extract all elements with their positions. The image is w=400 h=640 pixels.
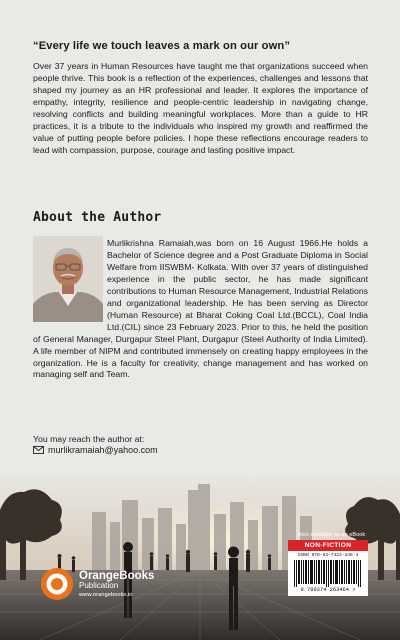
barcode-digits: 9 789374 263464 >	[300, 587, 356, 593]
isbn-barcode	[288, 551, 368, 596]
publisher-subtitle: Publication	[79, 580, 119, 590]
author-bio: Murlikrishna Ramaiah,was born on 16 August 1966.He holds a Bachelor of Science degree and a Post Graduate Diploma in Social Welfare from IISWBM- Kolkata. With over 37 years of distinguished experience in the public sector, he has made significant contributions to Human Resource Management, Industrial Relations and organizational leadership. He has been serving as Director (Human Resource) at Bharat Coking Coal Ltd.(BCCL), Coal India Ltd.(CIL) since 23 February 2023. Prior to this, he held the position of General Manager, Durgapur Steel Plant, Durgapur (Steel Authority of India Limited). A life member of NIPM and contributed immensely on creating happy employees in the organization. He is a faculty for creativity, change management and has worked on managing self and Team.	[33, 238, 368, 380]
genre-badge: NON-FICTION	[288, 540, 368, 551]
publisher-logo	[40, 564, 180, 604]
barcode-graphic	[294, 560, 362, 587]
orangebooks-emblem-icon	[40, 567, 74, 601]
contact-label: You may reach the author at:	[33, 434, 145, 444]
publisher-name: OrangeBooks	[79, 569, 155, 582]
ebook-note: Also available as an eBook	[298, 532, 366, 538]
book-blurb: Over 37 years in Human Resources have taught me that organizations succeed when people thrive. This book is a reflection of the experiences, challenges and lessons that shaped my journey as an HR professional and leader. It explores the importance of empathy, integrity, resilience and people-centric leadership in navigating change, resolving conflicts and building meaningful workplaces. More than a guide to HR practices, it is a tribute to the individuals who inspired my growth and reaffirmed the value of putting people before policies. I hope these reflections encourage readers to lead with compassion, purpose, courage and lasting positive impact.	[33, 61, 368, 156]
publisher-url[interactable]: www.orangebooks.in	[79, 592, 133, 599]
about-author-heading: About the Author	[33, 210, 162, 225]
author-email-row	[33, 445, 158, 455]
author-email[interactable]: murlikramaiah@yahoo.com	[48, 445, 158, 455]
envelope-icon	[33, 446, 44, 454]
isbn-label: ISBN 978-93-7424-346-4	[297, 553, 359, 558]
cover-quote: “Every life we touch leaves a mark on our own”	[33, 40, 291, 52]
